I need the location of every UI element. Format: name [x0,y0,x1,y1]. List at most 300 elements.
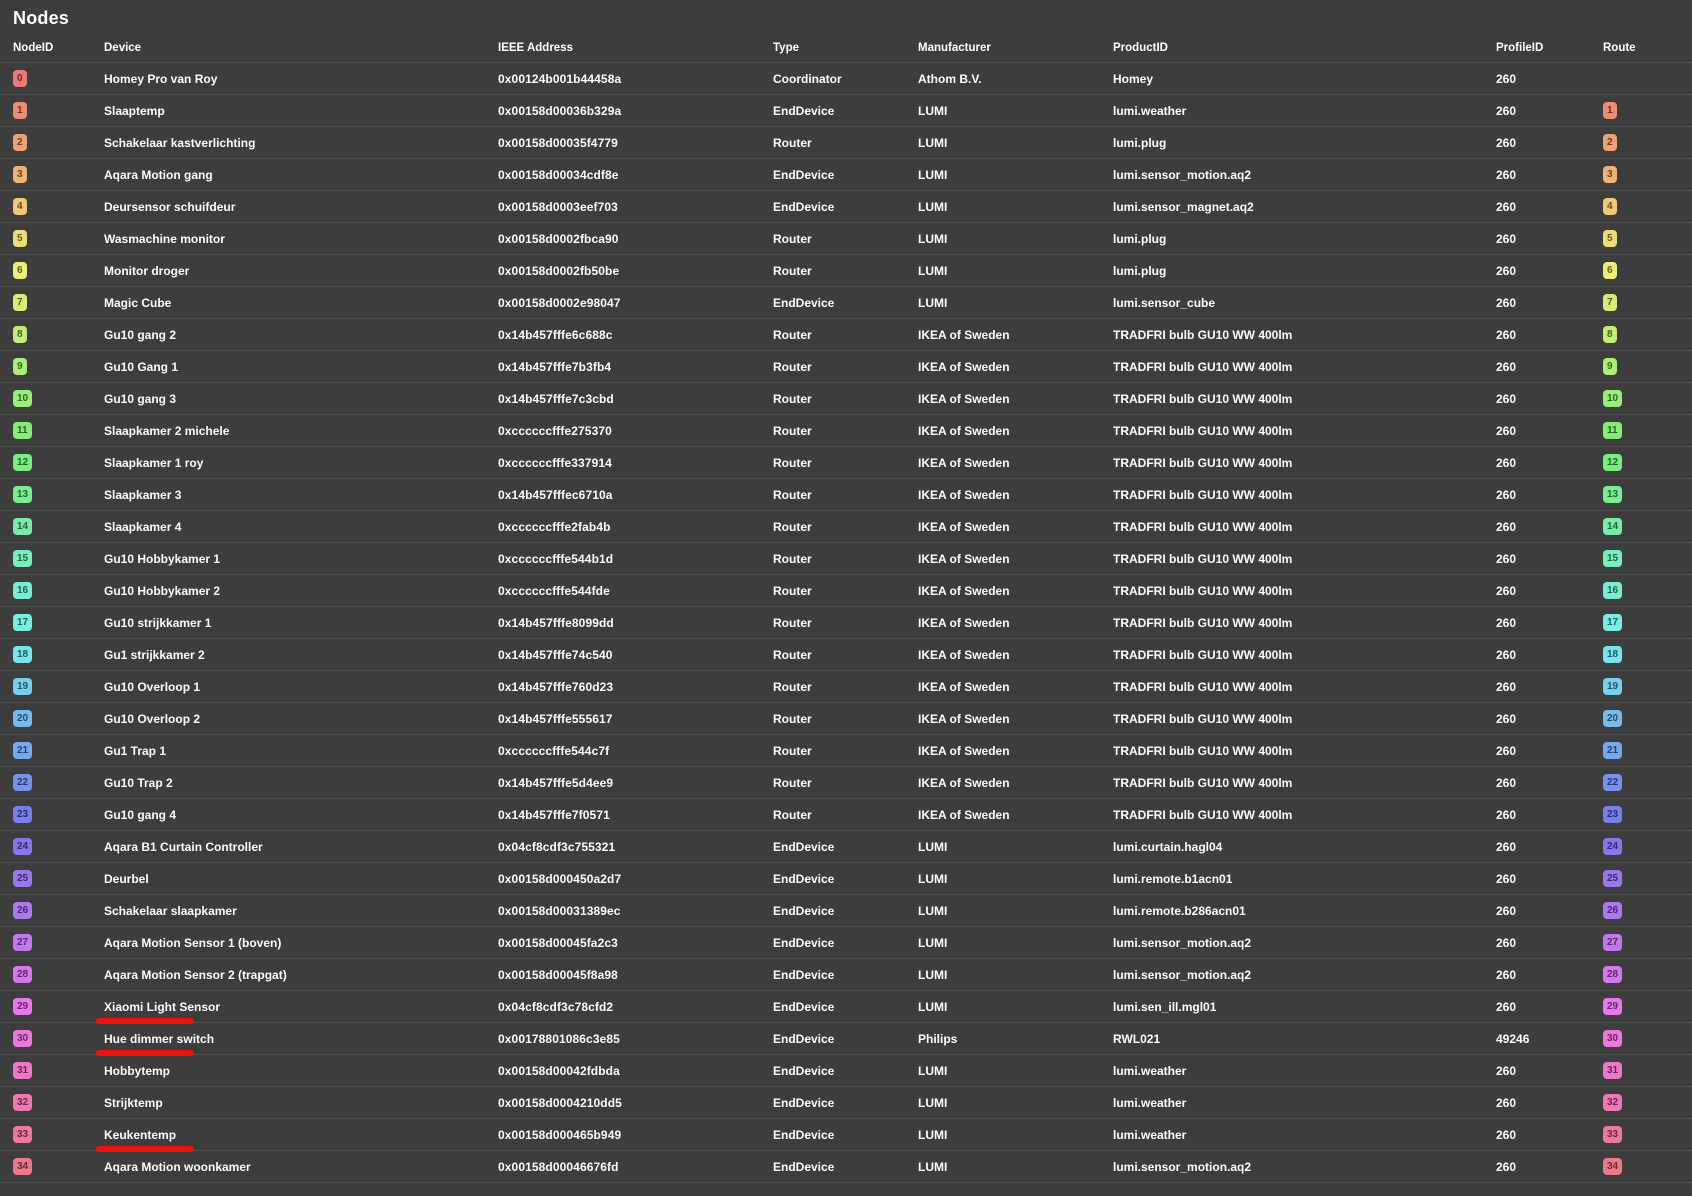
ieee-address-cell: 0x00158d00045fa2c3 [498,935,618,950]
type-cell: EndDevice [773,1031,835,1046]
node-id-badge: 1 [13,102,27,119]
manufacturer-cell: LUMI [918,903,948,918]
ieee-address-cell: 0x14b457fffe6c688c [498,327,613,342]
device-name: Deurbel [104,871,149,886]
manufacturer-cell: LUMI [918,839,948,854]
manufacturer-cell: LUMI [918,1095,948,1110]
profileid-cell: 260 [1496,167,1517,182]
manufacturer-cell: IKEA of Sweden [918,487,1010,502]
nodeid-cell [13,966,104,983]
productid-cell: Homey [1113,71,1154,86]
manufacturer-cell: IKEA of Sweden [918,359,1010,374]
productid-cell: lumi.remote.b286acn01 [1113,903,1246,918]
productid-cell: TRADFRI bulb GU10 WW 400lm [1113,583,1293,598]
route-badge: 13 [1603,486,1622,503]
route-cell [1603,518,1692,535]
ieee-address-cell: 0xccccccfffe337914 [498,455,612,470]
route-cell [1603,582,1692,599]
profileid-cell: 260 [1496,231,1517,246]
nodeid-cell [13,422,104,439]
red-underline-annotation [96,1146,194,1152]
device-cell [104,584,498,598]
ieee-address-cell: 0x14b457fffe555617 [498,711,613,726]
device-name: Monitor droger [104,263,190,278]
type-cell: EndDevice [773,199,835,214]
table-row [0,735,1692,767]
route-badge: 9 [1603,358,1617,375]
route-badge: 4 [1603,198,1617,215]
type-cell: Router [773,263,812,278]
column-header-productid: ProductID [1113,41,1168,54]
manufacturer-cell: IKEA of Sweden [918,743,1010,758]
type-cell: Router [773,231,812,246]
route-cell [1603,358,1692,375]
route-badge: 1 [1603,102,1617,119]
route-cell [1603,614,1692,631]
node-id-badge: 20 [13,710,32,727]
route-cell [1603,838,1692,855]
node-id-badge: 13 [13,486,32,503]
productid-cell: TRADFRI bulb GU10 WW 400lm [1113,519,1293,534]
device-cell [104,328,498,342]
route-badge: 24 [1603,838,1622,855]
route-badge: 30 [1603,1030,1622,1047]
device-name: Aqara Motion Sensor 2 (trapgat) [104,967,287,982]
device-name: Slaapkamer 4 [104,519,182,534]
type-cell: EndDevice [773,1127,835,1142]
ieee-address-cell: 0xccccccfffe544fde [498,583,610,598]
type-cell: Router [773,807,812,822]
route-cell [1603,102,1692,119]
ieee-address-cell: 0x00158d0002fb50be [498,263,620,278]
table-row [0,383,1692,415]
table-row [0,319,1692,351]
route-badge: 7 [1603,294,1617,311]
device-name: Hue dimmer switch [104,1031,215,1046]
route-cell [1603,166,1692,183]
nodeid-cell [13,518,104,535]
route-badge: 3 [1603,166,1617,183]
nodeid-cell [13,614,104,631]
profileid-cell: 260 [1496,903,1517,918]
table-row [0,223,1692,255]
profileid-cell: 260 [1496,1159,1517,1174]
route-badge: 8 [1603,326,1617,343]
nodeid-cell [13,70,104,87]
device-cell [104,1000,498,1014]
type-cell: Router [773,551,812,566]
table-row [0,543,1692,575]
table-row [0,1151,1692,1183]
nodeid-cell [13,294,104,311]
productid-cell: TRADFRI bulb GU10 WW 400lm [1113,615,1293,630]
nodeid-cell [13,646,104,663]
route-cell [1603,774,1692,791]
profileid-cell: 260 [1496,327,1517,342]
route-badge: 5 [1603,230,1617,247]
productid-cell: lumi.sen_ill.mgl01 [1113,999,1217,1014]
ieee-address-cell: 0x04cf8cdf3c78cfd2 [498,999,614,1014]
table-row [0,127,1692,159]
device-name: Xiaomi Light Sensor [104,999,221,1014]
device-name: Deursensor schuifdeur [104,199,236,214]
route-badge: 15 [1603,550,1622,567]
productid-cell: RWL021 [1113,1031,1161,1046]
type-cell: Router [773,775,812,790]
profileid-cell: 260 [1496,295,1517,310]
ieee-address-cell: 0x00158d00046676fd [498,1159,619,1174]
device-name: Slaapkamer 2 michele [104,423,230,438]
productid-cell: TRADFRI bulb GU10 WW 400lm [1113,743,1293,758]
nodeid-cell [13,358,104,375]
profileid-cell: 260 [1496,647,1517,662]
device-cell [104,712,498,726]
nodeid-cell [13,742,104,759]
node-id-badge: 19 [13,678,32,695]
device-cell [104,392,498,406]
node-id-badge: 23 [13,806,32,823]
device-name: Gu10 gang 4 [104,807,177,822]
node-id-badge: 29 [13,998,32,1015]
route-cell [1603,454,1692,471]
node-id-badge: 33 [13,1126,32,1143]
column-header-device: Device [104,41,142,54]
device-cell [104,744,498,758]
column-header-nodeid: NodeID [13,41,54,54]
node-id-badge: 21 [13,742,32,759]
route-cell [1603,678,1692,695]
manufacturer-cell: IKEA of Sweden [918,391,1010,406]
route-badge: 10 [1603,390,1622,407]
node-id-badge: 28 [13,966,32,983]
manufacturer-cell: LUMI [918,103,948,118]
node-id-badge: 9 [13,358,27,375]
device-cell [104,488,498,502]
device-name: Gu10 Overloop 1 [104,679,201,694]
manufacturer-cell: IKEA of Sweden [918,807,1010,822]
ieee-address-cell: 0xccccccfffe275370 [498,423,612,438]
nodeid-cell [13,1030,104,1047]
productid-cell: TRADFRI bulb GU10 WW 400lm [1113,679,1293,694]
nodeid-cell [13,134,104,151]
type-cell: EndDevice [773,1159,835,1174]
productid-cell: lumi.remote.b1acn01 [1113,871,1233,886]
profileid-cell: 260 [1496,391,1517,406]
type-cell: EndDevice [773,935,835,950]
node-id-badge: 3 [13,166,27,183]
nodeid-cell [13,1126,104,1143]
productid-cell: lumi.weather [1113,1127,1187,1142]
ieee-address-cell: 0x14b457fffe8099dd [498,615,614,630]
manufacturer-cell: Philips [918,1031,958,1046]
node-id-badge: 25 [13,870,32,887]
route-cell [1603,486,1692,503]
manufacturer-cell: IKEA of Sweden [918,615,1010,630]
manufacturer-cell: IKEA of Sweden [918,711,1010,726]
route-badge: 2 [1603,134,1617,151]
device-name: Hobbytemp [104,1063,170,1078]
type-cell: EndDevice [773,871,835,886]
manufacturer-cell: IKEA of Sweden [918,423,1010,438]
device-name: Slaapkamer 3 [104,487,182,502]
type-cell: Coordinator [773,71,842,86]
route-badge: 22 [1603,774,1622,791]
profileid-cell: 260 [1496,615,1517,630]
profileid-cell: 260 [1496,967,1517,982]
route-badge: 18 [1603,646,1622,663]
manufacturer-cell: IKEA of Sweden [918,551,1010,566]
device-name: Aqara Motion gang [104,167,213,182]
node-id-badge: 34 [13,1158,32,1175]
device-name: Gu1 strijkkamer 2 [104,647,205,662]
nodeid-cell [13,262,104,279]
profileid-cell: 260 [1496,1095,1517,1110]
device-name: Schakelaar kastverlichting [104,135,256,150]
manufacturer-cell: LUMI [918,231,948,246]
route-badge: 12 [1603,454,1622,471]
table-row [0,991,1692,1023]
type-cell: EndDevice [773,903,835,918]
route-badge: 20 [1603,710,1622,727]
manufacturer-cell: LUMI [918,935,948,950]
profileid-cell: 260 [1496,423,1517,438]
device-cell [104,616,498,630]
table-row [0,159,1692,191]
profileid-cell: 260 [1496,711,1517,726]
route-badge: 29 [1603,998,1622,1015]
profileid-cell: 260 [1496,199,1517,214]
table-row [0,447,1692,479]
ieee-address-cell: 0x00158d000450a2d7 [498,871,622,886]
ieee-address-cell: 0x00158d0004210dd5 [498,1095,622,1110]
profileid-cell: 260 [1496,999,1517,1014]
route-cell [1603,934,1692,951]
route-cell [1603,550,1692,567]
manufacturer-cell: IKEA of Sweden [918,327,1010,342]
table-row [0,479,1692,511]
device-cell [104,1128,498,1142]
node-id-badge: 18 [13,646,32,663]
route-cell [1603,1158,1692,1175]
route-badge: 14 [1603,518,1622,535]
table-header-row [0,33,1692,63]
node-id-badge: 32 [13,1094,32,1111]
route-cell [1603,1030,1692,1047]
route-badge: 19 [1603,678,1622,695]
productid-cell: lumi.weather [1113,1095,1187,1110]
manufacturer-cell: LUMI [918,263,948,278]
type-cell: Router [773,711,812,726]
productid-cell: TRADFRI bulb GU10 WW 400lm [1113,807,1293,822]
node-id-badge: 12 [13,454,32,471]
nodeid-cell [13,102,104,119]
device-name: Gu10 gang 2 [104,327,177,342]
table-body [0,63,1692,1183]
device-cell [104,520,498,534]
manufacturer-cell: IKEA of Sweden [918,583,1010,598]
route-cell [1603,966,1692,983]
device-cell [104,104,498,118]
node-id-badge: 10 [13,390,32,407]
column-header-type: Type [773,41,799,54]
type-cell: Router [773,391,812,406]
manufacturer-cell: IKEA of Sweden [918,679,1010,694]
table-row [0,1087,1692,1119]
node-id-badge: 15 [13,550,32,567]
table-row [0,415,1692,447]
route-badge: 26 [1603,902,1622,919]
nodeid-cell [13,774,104,791]
device-name: Homey Pro van Roy [104,71,218,86]
route-cell [1603,198,1692,215]
table-row [0,671,1692,703]
route-badge: 6 [1603,262,1617,279]
nodeid-cell [13,166,104,183]
route-cell [1603,134,1692,151]
manufacturer-cell: LUMI [918,135,948,150]
route-cell [1603,806,1692,823]
productid-cell: TRADFRI bulb GU10 WW 400lm [1113,711,1293,726]
productid-cell: TRADFRI bulb GU10 WW 400lm [1113,359,1293,374]
route-badge: 21 [1603,742,1622,759]
ieee-address-cell: 0x00158d00042fdbda [498,1063,620,1078]
ieee-address-cell: 0x14b457fffec6710a [498,487,613,502]
device-cell [104,1064,498,1078]
profileid-cell: 260 [1496,871,1517,886]
type-cell: EndDevice [773,967,835,982]
node-id-badge: 16 [13,582,32,599]
table-row [0,1023,1692,1055]
type-cell: Router [773,327,812,342]
ieee-address-cell: 0x00124b001b44458a [498,71,622,86]
node-id-badge: 11 [13,422,32,439]
productid-cell: lumi.sensor_magnet.aq2 [1113,199,1254,214]
nodeid-cell [13,454,104,471]
profileid-cell: 260 [1496,1063,1517,1078]
route-badge: 32 [1603,1094,1622,1111]
productid-cell: TRADFRI bulb GU10 WW 400lm [1113,775,1293,790]
profileid-cell: 260 [1496,71,1517,86]
device-name: Slaapkamer 1 roy [104,455,204,470]
nodeid-cell [13,710,104,727]
device-cell [104,296,498,310]
ieee-address-cell: 0xccccccfffe544b1d [498,551,614,566]
productid-cell: lumi.sensor_motion.aq2 [1113,1159,1252,1174]
route-cell [1603,390,1692,407]
device-name: Gu10 Hobbykamer 1 [104,551,221,566]
device-cell [104,808,498,822]
device-name: Slaaptemp [104,103,165,118]
device-cell [104,872,498,886]
profileid-cell: 260 [1496,807,1517,822]
ieee-address-cell: 0x14b457fffe7c3cbd [498,391,614,406]
device-cell [104,1160,498,1174]
nodeid-cell [13,838,104,855]
ieee-address-cell: 0x14b457fffe7b3fb4 [498,359,612,374]
manufacturer-cell: LUMI [918,295,948,310]
table-row [0,927,1692,959]
productid-cell: lumi.plug [1113,231,1167,246]
table-row [0,351,1692,383]
type-cell: Router [773,583,812,598]
manufacturer-cell: Athom B.V. [918,71,982,86]
nodeid-cell [13,326,104,343]
profileid-cell: 260 [1496,743,1517,758]
ieee-address-cell: 0x14b457fffe74c540 [498,647,613,662]
manufacturer-cell: LUMI [918,167,948,182]
type-cell: EndDevice [773,999,835,1014]
device-cell [104,232,498,246]
nodeid-cell [13,934,104,951]
table-row [0,959,1692,991]
profileid-cell: 260 [1496,359,1517,374]
route-badge: 28 [1603,966,1622,983]
table-row [0,1119,1692,1151]
device-cell [104,680,498,694]
nodeid-cell [13,390,104,407]
profileid-cell: 260 [1496,583,1517,598]
route-cell [1603,422,1692,439]
route-cell [1603,710,1692,727]
route-cell [1603,326,1692,343]
route-badge: 16 [1603,582,1622,599]
route-badge: 17 [1603,614,1622,631]
productid-cell: TRADFRI bulb GU10 WW 400lm [1113,327,1293,342]
route-cell [1603,1062,1692,1079]
profileid-cell: 260 [1496,935,1517,950]
type-cell: Router [773,519,812,534]
title-bar [0,0,1692,33]
route-cell [1603,742,1692,759]
device-cell [104,424,498,438]
route-cell [1603,230,1692,247]
column-header-ieee-address: IEEE Address [498,41,573,54]
manufacturer-cell: IKEA of Sweden [918,775,1010,790]
nodeid-cell [13,870,104,887]
route-badge: 11 [1603,422,1622,439]
productid-cell: lumi.plug [1113,263,1167,278]
route-cell [1603,262,1692,279]
profileid-cell: 260 [1496,263,1517,278]
node-id-badge: 5 [13,230,27,247]
manufacturer-cell: LUMI [918,967,948,982]
column-header-route: Route [1603,41,1636,54]
profileid-cell: 260 [1496,1127,1517,1142]
nodeid-cell [13,582,104,599]
productid-cell: lumi.curtain.hagl04 [1113,839,1223,854]
table-row [0,1055,1692,1087]
device-cell [104,456,498,470]
route-cell [1603,902,1692,919]
productid-cell: lumi.sensor_cube [1113,295,1216,310]
device-name: Keukentemp [104,1127,177,1142]
node-id-badge: 24 [13,838,32,855]
profileid-cell: 49246 [1496,1031,1530,1046]
ieee-address-cell: 0x00158d00031389ec [498,903,621,918]
productid-cell: lumi.sensor_motion.aq2 [1113,967,1252,982]
nodeid-cell [13,902,104,919]
node-id-badge: 0 [13,70,27,87]
ieee-address-cell: 0x00158d0003eef703 [498,199,618,214]
device-cell [104,1032,498,1046]
route-badge: 31 [1603,1062,1622,1079]
device-cell [104,360,498,374]
device-name: Gu10 gang 3 [104,391,177,406]
node-id-badge: 8 [13,326,27,343]
manufacturer-cell: LUMI [918,1127,948,1142]
device-name: Aqara Motion Sensor 1 (boven) [104,935,282,950]
device-name: Gu10 Hobbykamer 2 [104,583,221,598]
